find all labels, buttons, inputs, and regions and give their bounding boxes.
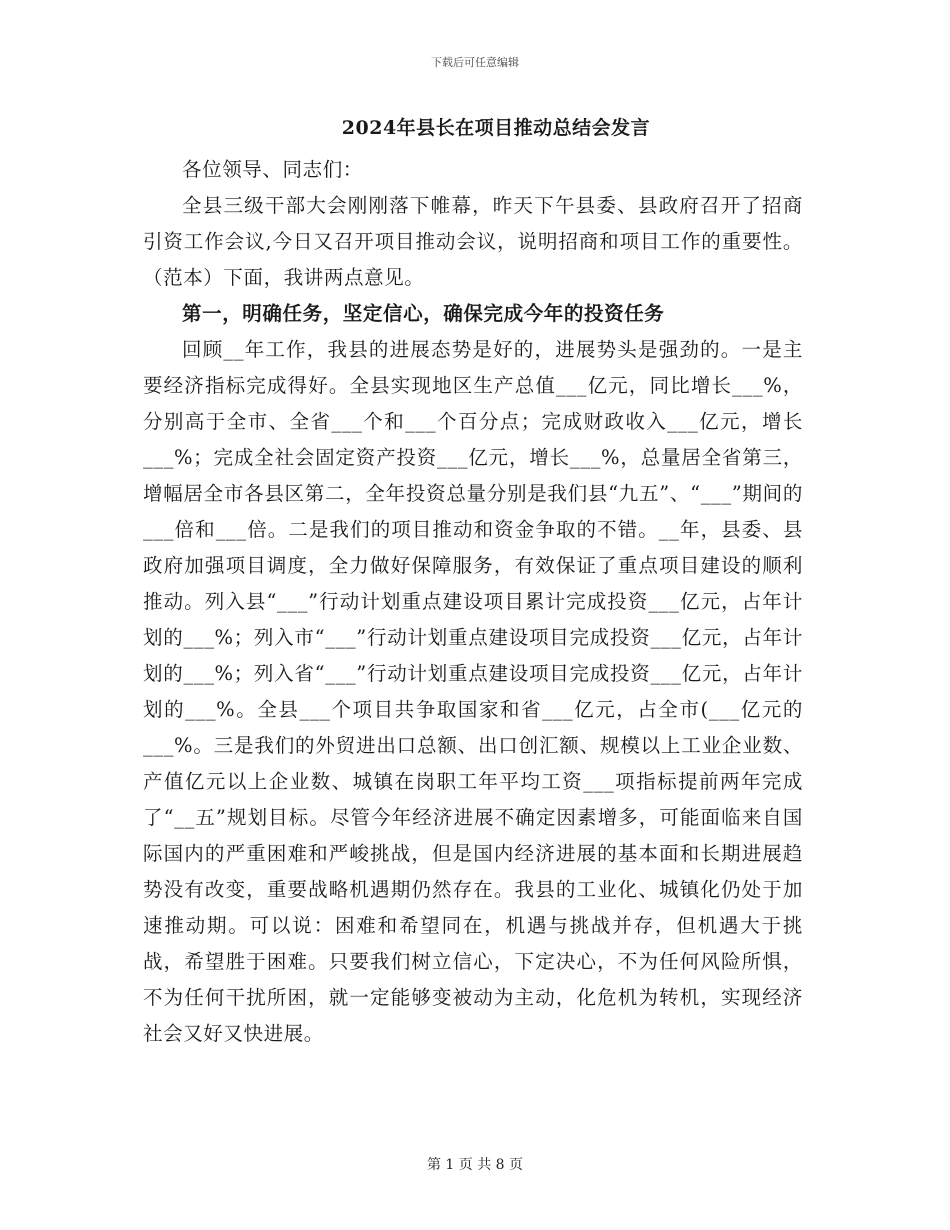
greeting: 各位领导、同志们： — [182, 158, 363, 181]
document-title: 2024年县长在项目推动总结会发言 — [341, 117, 651, 139]
document-body — [143, 112, 803, 1052]
page-number: 第 1 页 共 8 页 — [426, 1157, 524, 1173]
page-header-note: 下载后可任意编辑 — [431, 56, 519, 69]
section-body-paragraph: 回顾__年工作，我县的进展态势是好的，进展势头是强劲的。一是主要经济指标完成得好。全县实现地区生产总值___亿元，同比增长___%，分别高于全市、全省___个和___个百分点；完成财政收入___亿元，增长___%；完成全社会固定资产投资___亿元，增长___%，总量居全省第三，增幅居全市各县区第二，全年投资总量分别是我们县“九五”、“___”期间的___倍和___倍。二是我们的项目推动和资金争取的不错。__年，县委、县政府加强项目调度，全力做好保障服务，有效保证了重点项目建设的顺利推动。列入县“___”行动计划重点建设项目累计完成投资___亿元，占年计划的___%；列入市“___”行动计划重点建设项目完成投资___亿元，占年计划的___%；列入省“___”行动计划重点建设项目完成投资___亿元，占年计划的___%。全县___个项目共争取国家和省___亿元，占全市(___亿元的___%。三是我们的外贸进出口总额、出口创汇额、规模以上工业企业数、产值亿元以上企业数、城镇在岗职工年平均工资___项指标提前两年完成了“__五”规划目标。尽管今年经济进展不确定因素增多，可能面临来自国际国内的严重困难和严峻挑战，但是国内经济进展的基本面和长期进展趋势没有改变，重要战略机遇期仍然存在。我县的工业化、城镇化仍处于加速推动期。可以说：困难和希望同在，机遇与挑战并存，但机遇大于挑战，希望胜于困难。只要我们树立信心，下定决心，不为任何风险所惧，不为任何干扰所困，就一定能够变被动为主动，化危机为转机，实现经济社会又好又快进展。 — [143, 338, 803, 1045]
intro-paragraph: 全县三级干部大会刚刚落下帷幕，昨天下午县委、县政府召开了招商引资工作会议,今日又召开项目推动会议，说明招商和项目工作的重要性。（范本）下面，我讲两点意见。 — [143, 194, 803, 289]
section-heading: 第一，明确任务，坚定信心，确保完成今年的投资任务 — [182, 302, 665, 325]
